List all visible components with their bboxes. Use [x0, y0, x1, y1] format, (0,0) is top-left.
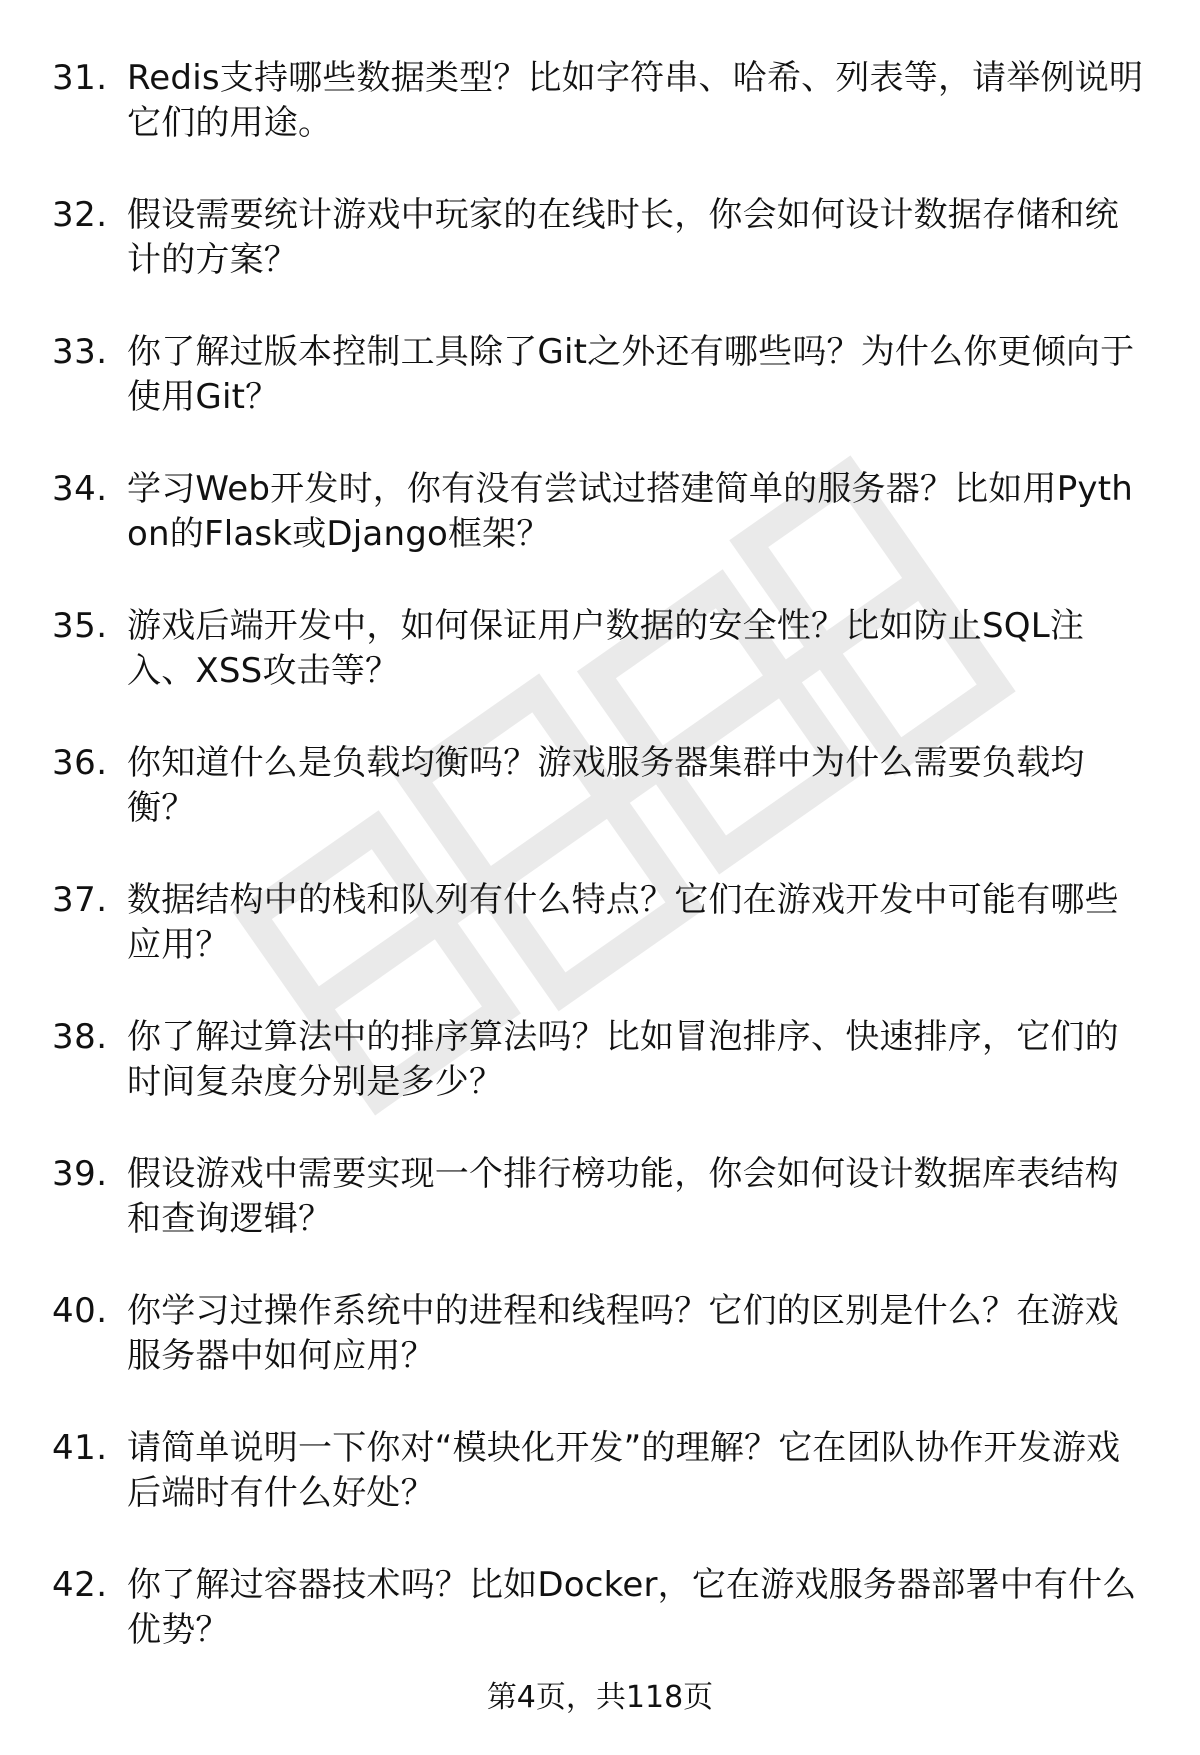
list-item: [52, 330, 1152, 420]
question-number: 40.: [52, 1291, 108, 1331]
question-text: 你了解过版本控制工具除了Git之外还有哪些吗？为什么你更倾向于使用Git？: [127, 332, 1135, 417]
question-number: 33.: [52, 332, 108, 372]
question-text: 你学习过操作系统中的进程和线程吗？它们的区别是什么？在游戏服务器中如何应用？: [127, 1291, 1119, 1376]
question-text: 游戏后端开发中，如何保证用户数据的安全性？比如防止SQL注入、XSS攻击等？: [127, 606, 1085, 691]
page-footer: 第4页，共118页: [486, 1680, 714, 1715]
list-item: [52, 1289, 1152, 1379]
question-text: 你了解过算法中的排序算法吗？比如冒泡排序、快速排序，它们的时间复杂度分别是多少？: [127, 1017, 1119, 1102]
list-item: [52, 193, 1152, 283]
list-item: [52, 1563, 1152, 1653]
question-text: 你了解过容器技术吗？比如Docker，它在游戏服务器部署中有什么优势？: [127, 1565, 1137, 1650]
question-text: 学习Web开发时，你有没有尝试过搭建简单的服务器？比如用Python的Flask或Django框架？: [127, 469, 1134, 554]
question-text: 假设需要统计游戏中玩家的在线时长，你会如何设计数据存储和统计的方案？: [127, 195, 1119, 280]
question-text: 你知道什么是负载均衡吗？游戏服务器集群中为什么需要负载均衡？: [127, 743, 1085, 828]
question-text: Redis支持哪些数据类型？比如字符串、哈希、列表等，请举例说明它们的用途。: [127, 58, 1144, 143]
question-number: 37.: [52, 880, 108, 920]
question-number: 36.: [52, 743, 108, 783]
question-number: 32.: [52, 195, 108, 235]
question-text: 数据结构中的栈和队列有什么特点？它们在游戏开发中可能有哪些应用？: [127, 880, 1119, 965]
question-number: 38.: [52, 1017, 108, 1057]
list-item: [52, 467, 1152, 557]
question-number: 42.: [52, 1565, 108, 1605]
question-number: 34.: [52, 469, 108, 509]
question-number: 35.: [52, 606, 108, 646]
list-item: [52, 1152, 1152, 1242]
question-number: 39.: [52, 1154, 108, 1194]
list-item: [52, 878, 1152, 968]
question-text: 请简单说明一下你对“模块化开发”的理解？它在团队协作开发游戏后端时有什么好处？: [127, 1428, 1121, 1513]
list-item: [52, 1015, 1152, 1105]
list-item: [52, 604, 1152, 694]
question-number: 41.: [52, 1428, 108, 1468]
question-text: 假设游戏中需要实现一个排行榜功能，你会如何设计数据库表结构和查询逻辑？: [127, 1154, 1119, 1239]
question-number: 31.: [52, 58, 108, 98]
list-item: [52, 56, 1152, 146]
list-item: [52, 1426, 1152, 1516]
list-item: [52, 741, 1152, 831]
question-list: [52, 56, 1152, 1700]
